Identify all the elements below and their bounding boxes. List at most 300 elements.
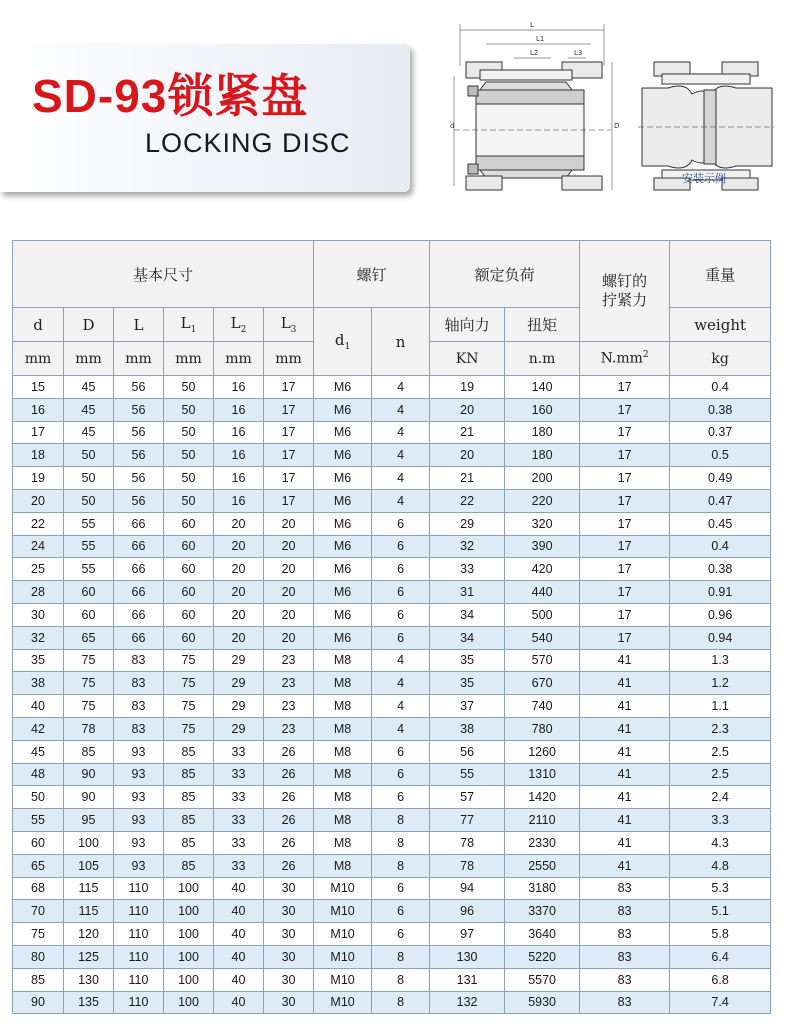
table-cell: 57 bbox=[430, 786, 505, 809]
table-cell: 4 bbox=[372, 672, 430, 695]
col-d: d bbox=[13, 308, 64, 342]
table-row bbox=[13, 535, 771, 558]
table-cell: 45 bbox=[64, 398, 114, 421]
table-cell: 16 bbox=[214, 467, 264, 490]
table-cell: M10 bbox=[314, 923, 372, 946]
table-cell: 6 bbox=[372, 558, 430, 581]
table-row bbox=[13, 376, 771, 399]
table-cell: M8 bbox=[314, 649, 372, 672]
table-cell: 105 bbox=[64, 854, 114, 877]
table-cell: 20 bbox=[430, 444, 505, 467]
table-row bbox=[13, 421, 771, 444]
table-cell: 50 bbox=[164, 444, 214, 467]
table-cell: 25 bbox=[13, 558, 64, 581]
table-cell: 41 bbox=[580, 740, 670, 763]
table-cell: 40 bbox=[214, 968, 264, 991]
table-cell: M6 bbox=[314, 489, 372, 512]
table-cell: 97 bbox=[430, 923, 505, 946]
table-cell: 17 bbox=[580, 626, 670, 649]
table-cell: 30 bbox=[264, 923, 314, 946]
table-cell: M10 bbox=[314, 968, 372, 991]
table-cell: 60 bbox=[64, 603, 114, 626]
table-cell: M8 bbox=[314, 695, 372, 718]
table-cell: 6 bbox=[372, 535, 430, 558]
table-cell: 17 bbox=[580, 581, 670, 604]
table-row bbox=[13, 626, 771, 649]
table-cell: 6 bbox=[372, 786, 430, 809]
table-cell: 0.37 bbox=[670, 421, 771, 444]
table-cell: 110 bbox=[114, 968, 164, 991]
table-cell: 26 bbox=[264, 831, 314, 854]
table-cell: 1.1 bbox=[670, 695, 771, 718]
table-cell: M6 bbox=[314, 603, 372, 626]
table-row bbox=[13, 809, 771, 832]
table-cell: 18 bbox=[13, 444, 64, 467]
table-cell: 28 bbox=[13, 581, 64, 604]
table-cell: 21 bbox=[430, 421, 505, 444]
table-cell: M10 bbox=[314, 945, 372, 968]
table-cell: 0.91 bbox=[670, 581, 771, 604]
col-L1: $L_1$ bbox=[164, 308, 214, 342]
col-L3: $L_3$ bbox=[264, 308, 314, 342]
table-cell: 17 bbox=[580, 376, 670, 399]
table-cell: 1260 bbox=[505, 740, 580, 763]
table-cell: 29 bbox=[214, 695, 264, 718]
table-row bbox=[13, 854, 771, 877]
table-cell: 56 bbox=[114, 467, 164, 490]
table-cell: M6 bbox=[314, 444, 372, 467]
table-cell: 17 bbox=[580, 398, 670, 421]
table-cell: 132 bbox=[430, 991, 505, 1014]
table-row bbox=[13, 945, 771, 968]
table-cell: 83 bbox=[580, 900, 670, 923]
table-cell: 0.96 bbox=[670, 603, 771, 626]
table-cell: 41 bbox=[580, 649, 670, 672]
table-cell: 17 bbox=[264, 467, 314, 490]
table-cell: 93 bbox=[114, 809, 164, 832]
table-cell: 21 bbox=[430, 467, 505, 490]
table-cell: M8 bbox=[314, 717, 372, 740]
table-row bbox=[13, 740, 771, 763]
table-cell: 17 bbox=[580, 512, 670, 535]
table-cell: 37 bbox=[430, 695, 505, 718]
col-L: L bbox=[114, 308, 164, 342]
table-cell: 17 bbox=[580, 558, 670, 581]
table-cell: 17 bbox=[264, 489, 314, 512]
table-cell: 60 bbox=[164, 512, 214, 535]
table-cell: 3.3 bbox=[670, 809, 771, 832]
col-torque: 扭矩 bbox=[505, 308, 580, 342]
table-cell: 17 bbox=[580, 489, 670, 512]
table-cell: 35 bbox=[13, 649, 64, 672]
table-cell: 23 bbox=[264, 649, 314, 672]
table-cell: 180 bbox=[505, 421, 580, 444]
table-cell: 4.3 bbox=[670, 831, 771, 854]
table-cell: 390 bbox=[505, 535, 580, 558]
table-cell: 23 bbox=[264, 695, 314, 718]
table-cell: M6 bbox=[314, 512, 372, 535]
table-cell: 29 bbox=[214, 672, 264, 695]
table-cell: 17 bbox=[264, 421, 314, 444]
table-cell: 34 bbox=[430, 626, 505, 649]
table-row bbox=[13, 717, 771, 740]
table-cell: 75 bbox=[164, 672, 214, 695]
group-weight: 重量 bbox=[670, 241, 771, 308]
table-cell: 48 bbox=[13, 763, 64, 786]
dim-label-d: d bbox=[450, 122, 455, 130]
table-cell: 17 bbox=[264, 376, 314, 399]
table-cell: 8 bbox=[372, 991, 430, 1014]
table-cell: 180 bbox=[505, 444, 580, 467]
table-cell: M8 bbox=[314, 740, 372, 763]
table-cell: 56 bbox=[114, 376, 164, 399]
col-weight: weight bbox=[670, 308, 771, 342]
table-cell: 2330 bbox=[505, 831, 580, 854]
table-cell: M10 bbox=[314, 877, 372, 900]
table-cell: 8 bbox=[372, 968, 430, 991]
table-cell: 90 bbox=[64, 786, 114, 809]
table-cell: 83 bbox=[114, 672, 164, 695]
table-cell: 4 bbox=[372, 717, 430, 740]
table-cell: 0.4 bbox=[670, 535, 771, 558]
table-cell: 26 bbox=[264, 809, 314, 832]
table-cell: 66 bbox=[114, 603, 164, 626]
table-cell: 83 bbox=[580, 991, 670, 1014]
table-cell: 125 bbox=[64, 945, 114, 968]
table-cell: 26 bbox=[264, 854, 314, 877]
table-cell: 20 bbox=[264, 626, 314, 649]
table-cell: 22 bbox=[13, 512, 64, 535]
unit-L1: mm bbox=[164, 342, 214, 376]
table-cell: 75 bbox=[164, 717, 214, 740]
table-cell: 94 bbox=[430, 877, 505, 900]
table-cell: 50 bbox=[13, 786, 64, 809]
table-cell: 4 bbox=[372, 376, 430, 399]
table-cell: 8 bbox=[372, 831, 430, 854]
table-cell: 66 bbox=[114, 581, 164, 604]
table-cell: 110 bbox=[114, 923, 164, 946]
table-cell: M6 bbox=[314, 398, 372, 421]
unit-D: mm bbox=[64, 342, 114, 376]
table-cell: 60 bbox=[164, 603, 214, 626]
table-cell: 0.38 bbox=[670, 558, 771, 581]
table-cell: 41 bbox=[580, 786, 670, 809]
table-cell: 83 bbox=[580, 968, 670, 991]
table-cell: 85 bbox=[164, 809, 214, 832]
table-cell: 130 bbox=[430, 945, 505, 968]
table-cell: 19 bbox=[13, 467, 64, 490]
table-cell: 17 bbox=[580, 421, 670, 444]
table-cell: 6 bbox=[372, 581, 430, 604]
table-cell: 4 bbox=[372, 467, 430, 490]
table-cell: 115 bbox=[64, 900, 114, 923]
table-cell: 33 bbox=[214, 740, 264, 763]
table-cell: 20 bbox=[214, 626, 264, 649]
table-cell: 570 bbox=[505, 649, 580, 672]
table-cell: 32 bbox=[430, 535, 505, 558]
table-cell: 100 bbox=[164, 945, 214, 968]
table-cell: 85 bbox=[164, 831, 214, 854]
table-cell: 83 bbox=[580, 945, 670, 968]
table-cell: 93 bbox=[114, 740, 164, 763]
table-cell: 670 bbox=[505, 672, 580, 695]
dim-label-L1: L1 bbox=[536, 35, 545, 43]
table-cell: 56 bbox=[430, 740, 505, 763]
table-cell: 66 bbox=[114, 512, 164, 535]
table-cell: 100 bbox=[164, 991, 214, 1014]
unit-axial-force: KN bbox=[430, 342, 505, 376]
table-cell: 5930 bbox=[505, 991, 580, 1014]
table-cell: 20 bbox=[214, 581, 264, 604]
table-cell: 0.38 bbox=[670, 398, 771, 421]
table-cell: 6.8 bbox=[670, 968, 771, 991]
table-cell: M10 bbox=[314, 900, 372, 923]
table-cell: 90 bbox=[13, 991, 64, 1014]
table-cell: 220 bbox=[505, 489, 580, 512]
table-row bbox=[13, 695, 771, 718]
table-cell: 90 bbox=[64, 763, 114, 786]
table-cell: 93 bbox=[114, 763, 164, 786]
table-cell: 20 bbox=[264, 535, 314, 558]
unit-L2: mm bbox=[214, 342, 264, 376]
table-cell: 26 bbox=[264, 740, 314, 763]
table-cell: 5220 bbox=[505, 945, 580, 968]
table-cell: 100 bbox=[64, 831, 114, 854]
table-cell: M6 bbox=[314, 467, 372, 490]
table-cell: 1420 bbox=[505, 786, 580, 809]
table-cell: 75 bbox=[64, 695, 114, 718]
unit-L: mm bbox=[114, 342, 164, 376]
table-cell: 33 bbox=[214, 763, 264, 786]
table-cell: 93 bbox=[114, 831, 164, 854]
table-cell: 41 bbox=[580, 831, 670, 854]
table-cell: 55 bbox=[13, 809, 64, 832]
table-cell: 83 bbox=[580, 923, 670, 946]
table-cell: 65 bbox=[13, 854, 64, 877]
table-cell: 24 bbox=[13, 535, 64, 558]
table-cell: 0.45 bbox=[670, 512, 771, 535]
table-row bbox=[13, 672, 771, 695]
table-cell: 20 bbox=[214, 603, 264, 626]
table-cell: 56 bbox=[114, 398, 164, 421]
col-L2: $L_2$ bbox=[214, 308, 264, 342]
group-tightening-torque: 螺钉的拧紧力 bbox=[580, 241, 670, 342]
table-cell: 23 bbox=[264, 717, 314, 740]
table-cell: 6 bbox=[372, 603, 430, 626]
table-cell: 40 bbox=[13, 695, 64, 718]
table-cell: 110 bbox=[114, 991, 164, 1014]
table-cell: 41 bbox=[580, 672, 670, 695]
table-cell: 2.4 bbox=[670, 786, 771, 809]
table-cell: 22 bbox=[430, 489, 505, 512]
table-row bbox=[13, 467, 771, 490]
table-cell: 17 bbox=[264, 444, 314, 467]
table-cell: 41 bbox=[580, 854, 670, 877]
table-cell: 55 bbox=[64, 512, 114, 535]
installation-example-label: 安装示例 bbox=[682, 172, 726, 185]
table-cell: 6 bbox=[372, 512, 430, 535]
table-cell: 16 bbox=[13, 398, 64, 421]
table-cell: 17 bbox=[264, 398, 314, 421]
table-cell: 40 bbox=[214, 900, 264, 923]
table-cell: 35 bbox=[430, 672, 505, 695]
table-cell: 78 bbox=[430, 831, 505, 854]
table-cell: 20 bbox=[264, 581, 314, 604]
table-cell: 140 bbox=[505, 376, 580, 399]
table-cell: 6 bbox=[372, 923, 430, 946]
product-subtitle: LOCKING DISC bbox=[145, 128, 351, 158]
table-cell: 41 bbox=[580, 763, 670, 786]
table-cell: 3180 bbox=[505, 877, 580, 900]
table-cell: 8 bbox=[372, 809, 430, 832]
technical-drawing bbox=[446, 16, 776, 192]
table-cell: 75 bbox=[164, 649, 214, 672]
dim-label-L3: L3 bbox=[574, 49, 583, 57]
table-cell: M8 bbox=[314, 672, 372, 695]
table-cell: 17 bbox=[580, 603, 670, 626]
table-cell: 20 bbox=[214, 512, 264, 535]
table-cell: 16 bbox=[214, 421, 264, 444]
table-cell: 20 bbox=[430, 398, 505, 421]
table-cell: 20 bbox=[264, 512, 314, 535]
table-cell: 115 bbox=[64, 877, 114, 900]
table-cell: 93 bbox=[114, 786, 164, 809]
table-cell: 34 bbox=[430, 603, 505, 626]
table-cell: 32 bbox=[13, 626, 64, 649]
table-row bbox=[13, 603, 771, 626]
table-cell: 38 bbox=[13, 672, 64, 695]
unit-d: mm bbox=[13, 342, 64, 376]
table-row bbox=[13, 763, 771, 786]
table-cell: 56 bbox=[114, 489, 164, 512]
table-cell: 110 bbox=[114, 945, 164, 968]
table-cell: 4 bbox=[372, 421, 430, 444]
spec-table-body bbox=[13, 376, 771, 1014]
table-cell: 26 bbox=[264, 763, 314, 786]
table-cell: 75 bbox=[13, 923, 64, 946]
table-cell: 50 bbox=[164, 421, 214, 444]
table-cell: 4 bbox=[372, 489, 430, 512]
table-cell: 20 bbox=[13, 489, 64, 512]
table-cell: 5570 bbox=[505, 968, 580, 991]
table-cell: 66 bbox=[114, 626, 164, 649]
table-cell: 83 bbox=[114, 695, 164, 718]
col-d1: $d_1$ bbox=[314, 308, 372, 376]
table-cell: 5.3 bbox=[670, 877, 771, 900]
table-cell: 16 bbox=[214, 444, 264, 467]
table-row bbox=[13, 786, 771, 809]
table-cell: 100 bbox=[164, 923, 214, 946]
table-row bbox=[13, 649, 771, 672]
table-row bbox=[13, 444, 771, 467]
table-cell: 41 bbox=[580, 695, 670, 718]
table-cell: 2550 bbox=[505, 854, 580, 877]
table-cell: 60 bbox=[13, 831, 64, 854]
spec-table bbox=[12, 240, 771, 1014]
table-cell: 26 bbox=[264, 786, 314, 809]
table-cell: 33 bbox=[214, 831, 264, 854]
table-cell: 20 bbox=[214, 535, 264, 558]
table-cell: 1.3 bbox=[670, 649, 771, 672]
table-cell: 70 bbox=[13, 900, 64, 923]
table-cell: 96 bbox=[430, 900, 505, 923]
table-cell: 320 bbox=[505, 512, 580, 535]
table-cell: 19 bbox=[430, 376, 505, 399]
table-cell: 80 bbox=[13, 945, 64, 968]
table-cell: 17 bbox=[580, 467, 670, 490]
table-cell: 29 bbox=[214, 717, 264, 740]
table-cell: 740 bbox=[505, 695, 580, 718]
table-cell: 16 bbox=[214, 376, 264, 399]
table-cell: 83 bbox=[580, 877, 670, 900]
table-cell: 45 bbox=[64, 421, 114, 444]
unit-L3: mm bbox=[264, 342, 314, 376]
table-cell: M8 bbox=[314, 809, 372, 832]
table-cell: 83 bbox=[114, 717, 164, 740]
table-row bbox=[13, 900, 771, 923]
table-cell: 29 bbox=[430, 512, 505, 535]
table-cell: M6 bbox=[314, 535, 372, 558]
table-cell: 77 bbox=[430, 809, 505, 832]
table-cell: 30 bbox=[264, 900, 314, 923]
table-cell: 7.4 bbox=[670, 991, 771, 1014]
table-row bbox=[13, 398, 771, 421]
table-cell: 31 bbox=[430, 581, 505, 604]
table-cell: 30 bbox=[13, 603, 64, 626]
table-cell: 33 bbox=[214, 809, 264, 832]
table-cell: 2110 bbox=[505, 809, 580, 832]
table-cell: 6 bbox=[372, 763, 430, 786]
table-row bbox=[13, 558, 771, 581]
table-cell: M6 bbox=[314, 558, 372, 581]
table-row bbox=[13, 489, 771, 512]
table-cell: 2.5 bbox=[670, 740, 771, 763]
col-n: n bbox=[372, 308, 430, 376]
table-cell: 85 bbox=[64, 740, 114, 763]
table-cell: M8 bbox=[314, 763, 372, 786]
col-axial-force: 轴向力 bbox=[430, 308, 505, 342]
table-cell: 130 bbox=[64, 968, 114, 991]
table-cell: 30 bbox=[264, 945, 314, 968]
table-cell: 66 bbox=[114, 558, 164, 581]
table-cell: 135 bbox=[64, 991, 114, 1014]
table-row bbox=[13, 923, 771, 946]
table-cell: 55 bbox=[64, 558, 114, 581]
table-cell: 78 bbox=[64, 717, 114, 740]
table-cell: 0.49 bbox=[670, 467, 771, 490]
table-cell: 35 bbox=[430, 649, 505, 672]
unit-tightening: $N.mm^2$ bbox=[580, 342, 670, 376]
table-cell: 33 bbox=[430, 558, 505, 581]
table-cell: 30 bbox=[264, 991, 314, 1014]
table-cell: 2.5 bbox=[670, 763, 771, 786]
table-cell: 50 bbox=[164, 489, 214, 512]
table-cell: 68 bbox=[13, 877, 64, 900]
table-cell: 93 bbox=[114, 854, 164, 877]
table-cell: 540 bbox=[505, 626, 580, 649]
table-cell: 38 bbox=[430, 717, 505, 740]
table-row bbox=[13, 581, 771, 604]
table-cell: 4 bbox=[372, 649, 430, 672]
table-cell: M6 bbox=[314, 376, 372, 399]
table-cell: 50 bbox=[64, 467, 114, 490]
table-cell: 41 bbox=[580, 717, 670, 740]
group-basic-dimensions: 基本尺寸 bbox=[13, 241, 314, 308]
table-cell: 30 bbox=[264, 877, 314, 900]
table-cell: 85 bbox=[164, 763, 214, 786]
table-row bbox=[13, 877, 771, 900]
table-cell: 6 bbox=[372, 626, 430, 649]
